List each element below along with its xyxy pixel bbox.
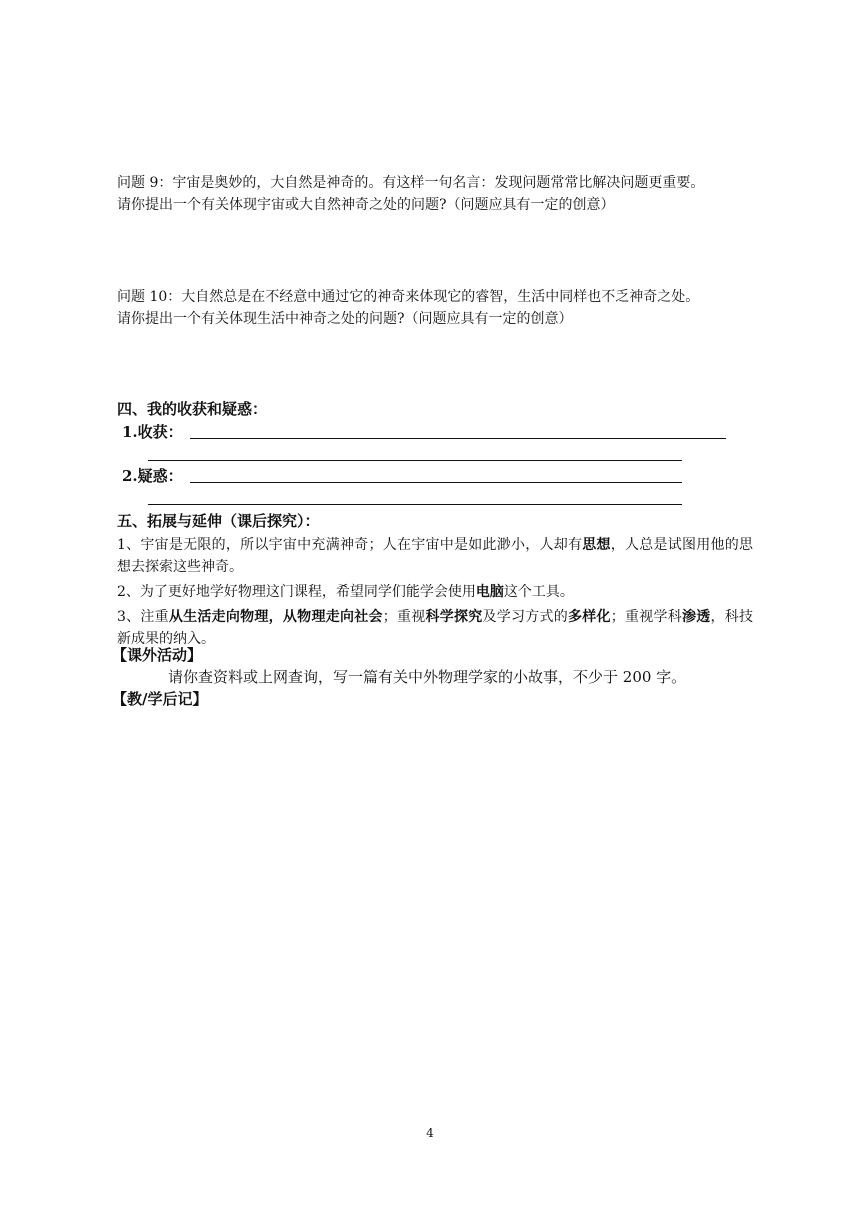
section-4-heading: 四、我的收获和疑惑： xyxy=(117,400,268,418)
p1-bold-thought: 思想 xyxy=(582,537,611,553)
p3-bold-1: 从生活走向物理，从物理走向社会 xyxy=(168,609,383,625)
p2-bold-computer: 电脑 xyxy=(475,584,504,600)
activity-section xyxy=(112,644,748,710)
harvest-line-1[interactable] xyxy=(190,438,726,439)
question-10-line-1: 问题 10：大自然总是在不经意中通过它的神奇来体现它的睿智，生活中同样也不乏神奇之处。 xyxy=(117,289,700,305)
doubt-line-1[interactable] xyxy=(190,482,682,483)
question-10-line-2: 请你提出一个有关体现生活中神奇之处的问题?（问题应具有一定的创意） xyxy=(117,311,573,327)
activity-heading: 【课外活动】 xyxy=(112,646,203,664)
page-number: 4 xyxy=(426,1126,434,1140)
p3-bold-3: 多样化 xyxy=(568,609,611,625)
p3-text-c: ；重视 xyxy=(382,609,426,625)
p2-text-c: 这个工具。 xyxy=(503,584,574,600)
extension-paragraph-2 xyxy=(117,581,753,603)
question-9-line-1: 问题 9：宇宙是奥妙的，大自然是神奇的。有这样一句名言：发现问题常常比解决问题更重要。 xyxy=(117,175,705,191)
question-10 xyxy=(117,286,753,330)
harvest-label: 1.收获： xyxy=(122,423,183,441)
section-5 xyxy=(117,510,753,650)
question-9 xyxy=(117,172,753,216)
p1-text-c: ，人总是试图用他的思想去探索这些神奇。 xyxy=(117,537,754,575)
p3-text-f: ，科技新成果的纳入。 xyxy=(117,609,754,647)
section-4-title xyxy=(117,398,753,420)
activity-text: 请你查资料或上网查询，写一篇有关中外物理学家的小故事，不少于 200 字。 xyxy=(168,668,687,686)
p3-text-e: ；重视学科 xyxy=(610,609,683,625)
section-5-heading: 五、拓展与延伸（课后探究）： xyxy=(117,512,320,530)
p2-text-a: 2、为了更好地学好物理这门课程，希望同学们能学会使用 xyxy=(117,584,476,600)
harvest-line-2[interactable] xyxy=(148,460,682,461)
question-9-line-2: 请你提出一个有关体现宇宙或大自然神奇之处的问题?（问题应具有一定的创意） xyxy=(117,197,615,213)
p3-bold-4: 渗透 xyxy=(682,609,711,625)
p3-text-d: 及学习方式的 xyxy=(482,609,568,625)
doubt-label: 2.疑惑： xyxy=(122,467,183,485)
doubt-line-2[interactable] xyxy=(148,504,682,505)
extension-paragraph-1 xyxy=(117,534,753,578)
p1-text-a: 1、宇宙是无限的，所以宇宙中充满神奇；人在宇宙中是如此渺小，人却有 xyxy=(117,537,583,553)
p3-text-a: 3、注重 xyxy=(117,609,169,625)
p3-bold-2: 科学探究 xyxy=(425,609,483,625)
notes-heading: 【教/学后记】 xyxy=(112,690,208,708)
